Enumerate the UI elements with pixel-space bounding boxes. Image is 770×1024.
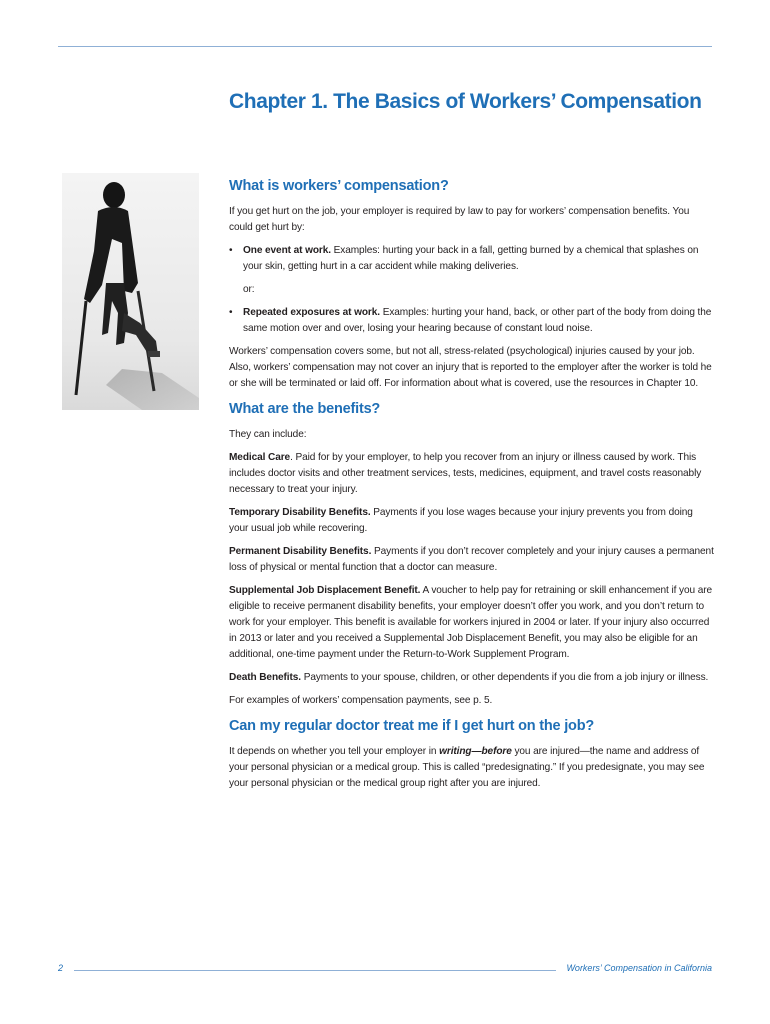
list-item	[229, 243, 714, 275]
section-heading-regular-doctor: Can my regular doctor treat me if I get hurt on the job?	[229, 718, 595, 734]
list-item-term: Repeated exposures at work.	[243, 307, 380, 318]
benefit-text: A voucher to help pay for retraining or skill enhancement if you are eligible to receive permanent disability benefits, your employer doesn’t offer you work, and you don’t return to work for your employer. This benefit is available for workers injured in 2004 or later. If your injury also occurred in 2013 or later and you received a Supplemental Job Displacement Benefit, you may also be eligible for an additional, one-time payment under the Return-to-Work Supplement Program.	[229, 585, 712, 660]
section3-text	[229, 744, 714, 792]
benefit-term: Supplemental Job Displacement Benefit.	[229, 585, 421, 596]
benefit-item	[229, 583, 714, 663]
section3-text-after: you are injured—the name and address of your personal physician or a medical group. This is called “predesignating.” If you predesignate, you may see your personal physician or the medical group right after you are injured.	[229, 746, 705, 789]
or-separator: or:	[243, 284, 255, 295]
person-on-crutches-photo	[62, 173, 199, 410]
publication-title: Workers’ Compensation in California	[566, 963, 712, 973]
list-item-text: Examples: hurting your hand, back, or other part of the body from doing the same motion over and over, losing your hearing because of constant loud noise.	[243, 307, 712, 334]
section3-emphasis: writing—before	[439, 746, 512, 757]
benefit-term: Temporary Disability Benefits.	[229, 507, 371, 518]
bullet-icon: •	[229, 245, 233, 256]
section3-text-before: It depends on whether you tell your employer in	[229, 746, 440, 757]
main-content	[229, 176, 714, 799]
page-number: 2	[58, 963, 64, 973]
benefit-text: Payments if you lose wages because your injury prevents you from doing your usual job while recovering.	[229, 507, 693, 534]
injury-types-list	[229, 243, 714, 275]
chapter-title: Chapter 1. The Basics of Workers’ Compensation	[229, 90, 702, 113]
benefit-text: Payments if you don’t recover completely and your injury causes a permanent loss of physical or mental function that a doctor can measure.	[229, 546, 714, 573]
section2-closing: For examples of workers’ compensation payments, see p. 5.	[229, 695, 493, 706]
benefit-text: . Paid for by your employer, to help you recover from an injury or illness caused by work. This includes doctor visits and other treatment services, tests, medicines, equipment, and travel costs reasonably necessary to treat your injury.	[229, 452, 702, 495]
list-item	[229, 305, 714, 337]
benefit-text: Payments to your spouse, children, or other dependents if you die from a job injury or illness.	[300, 672, 709, 683]
section1-closing: Workers’ compensation covers some, but not all, stress-related (psychological) injuries caused by your job. Also, workers’ compensation may not cover an injury that is reported to the employer after the worker is told he or she will be terminated or laid off. For information about what is covered, use the resources in Chapter 10.	[229, 346, 712, 389]
list-item-term: One event at work.	[243, 245, 331, 256]
top-rule	[58, 46, 712, 47]
benefit-item	[229, 450, 714, 498]
benefit-term: Permanent Disability Benefits.	[229, 546, 372, 557]
list-item-text: Examples: hurting your back in a fall, getting burned by a chemical that splashes on your skin, getting hurt in a car accident while making deliveries.	[243, 245, 699, 272]
section1-intro: If you get hurt on the job, your employer is required by law to pay for workers’ compensation benefits. You could get hurt by:	[229, 206, 690, 233]
benefit-item	[229, 544, 714, 576]
injury-types-list-continued	[229, 305, 714, 337]
benefit-term: Medical Care	[229, 452, 291, 463]
section-heading-benefits: What are the benefits?	[229, 401, 381, 417]
section2-intro: They can include:	[229, 429, 307, 440]
benefit-item	[229, 505, 714, 537]
section-heading-what-is: What is workers’ compensation?	[229, 178, 449, 194]
benefit-term: Death Benefits.	[229, 672, 301, 683]
benefit-item	[229, 670, 714, 686]
bullet-icon: •	[229, 307, 233, 318]
footer-rule	[74, 970, 556, 971]
